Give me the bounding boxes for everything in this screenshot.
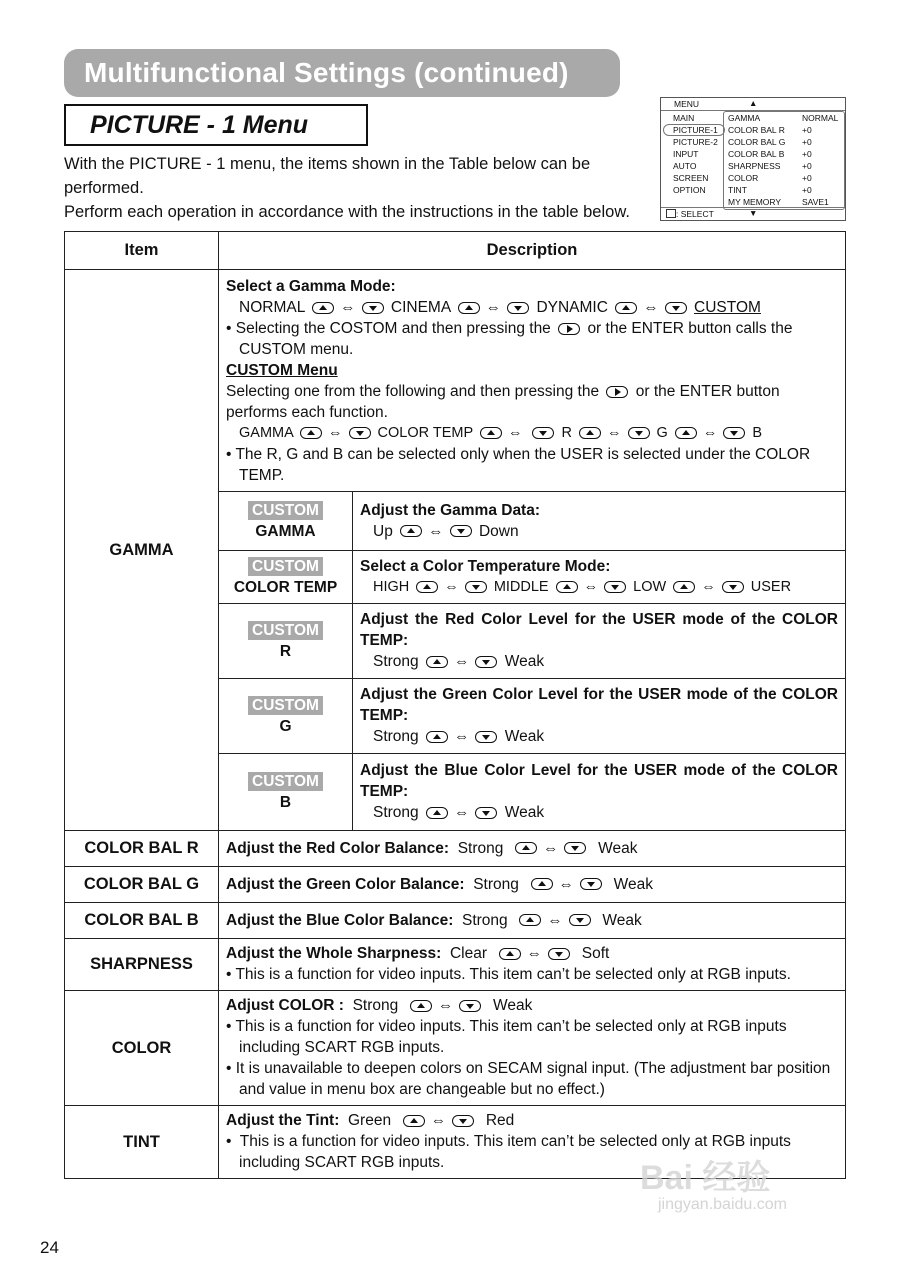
menu-figure-title: MENU xyxy=(674,99,700,109)
menu-figure-setting: TINT +0 xyxy=(728,185,812,195)
down-button-icon xyxy=(507,302,529,314)
color-note-1: • This is a function for video inputs. This item can’t be selected only at RGB inputs including SCART RGB inputs. xyxy=(226,1018,787,1056)
sub-item-name: G xyxy=(279,718,292,735)
down-button-icon xyxy=(465,581,487,593)
down-button-icon xyxy=(548,948,570,960)
sub-adjust: Strong ⇔ Weak xyxy=(373,728,545,745)
down-button-icon xyxy=(450,525,472,537)
up-button-icon xyxy=(480,427,502,439)
column-header-description: Description xyxy=(219,232,846,270)
custom-menu-text: Selecting one from the following and then pressing the or the ENTER button performs each function. xyxy=(226,383,780,421)
item-tint: TINT xyxy=(65,1106,219,1179)
down-button-icon xyxy=(580,878,602,890)
custom-row-color-temp xyxy=(219,551,845,604)
color-note-2: • It is unavailable to deepen colors on SECAM signal input. (The adjustment bar position and value in menu box are changeable but no effect.) xyxy=(226,1060,831,1098)
menu-title: PICTURE - 1 Menu xyxy=(64,104,368,146)
right-button-icon xyxy=(606,386,628,398)
down-button-icon xyxy=(452,1115,474,1127)
menu-figure-footer xyxy=(661,207,845,220)
down-button-icon xyxy=(362,302,384,314)
sub-item-name: R xyxy=(279,643,292,660)
item-color-bal-g: COLOR BAL G xyxy=(65,867,219,903)
down-button-icon xyxy=(459,1000,481,1012)
custom-tag: CUSTOM xyxy=(248,621,323,640)
custom-tag: CUSTOM xyxy=(248,772,323,791)
menu-figure-left xyxy=(663,112,725,196)
up-button-icon xyxy=(458,302,480,314)
menu-figure xyxy=(660,97,846,221)
sub-heading: Select a Color Temperature Mode: xyxy=(360,557,611,575)
item-sharpness: SHARPNESS xyxy=(65,939,219,991)
up-button-icon xyxy=(312,302,334,314)
menu-figure-item: PICTURE-2 xyxy=(673,137,718,147)
down-button-icon xyxy=(475,656,497,668)
custom-row-g xyxy=(219,679,845,754)
settings-table xyxy=(64,231,846,1179)
gamma-mode-sequence: NORMAL ⇔ CINEMA ⇔ DYNAMIC ⇔ CUSTOM xyxy=(239,299,761,316)
watermark-logo: Bai 经验 xyxy=(640,1159,771,1197)
sub-adjust: Up ⇔ Down xyxy=(373,522,519,540)
item-color: COLOR xyxy=(65,991,219,1106)
custom-tag: CUSTOM xyxy=(248,557,323,576)
down-triangle-icon: ▼ xyxy=(749,208,758,218)
up-button-icon xyxy=(300,427,322,439)
up-button-icon xyxy=(426,807,448,819)
sub-adjust: Strong ⇔ Weak xyxy=(373,804,545,821)
up-button-icon xyxy=(515,842,537,854)
gamma-description xyxy=(219,270,846,831)
intro-line: performed. xyxy=(64,179,144,197)
intro-line: Perform each operation in accordance with the instructions in the table below. xyxy=(64,203,630,221)
menu-figure-setting: COLOR +0 xyxy=(728,173,812,183)
menu-figure-header xyxy=(661,98,845,111)
sub-item-name: B xyxy=(279,794,292,811)
up-button-icon xyxy=(416,581,438,593)
menu-figure-setting: MY MEMORY SAVE1 xyxy=(728,197,829,207)
up-button-icon xyxy=(499,948,521,960)
select-label: : SELECT xyxy=(676,209,714,219)
down-button-icon xyxy=(569,914,591,926)
table-row-color-bal-g: COLOR BAL G Adjust the Green Color Balance: Strong ⇔ Weak xyxy=(65,867,846,903)
gamma-note-1: • Selecting the COSTOM and then pressing the or the ENTER button calls the CUSTOM menu. xyxy=(226,320,793,358)
down-button-icon xyxy=(475,807,497,819)
select-button-icon xyxy=(666,209,676,218)
sub-item-name: GAMMA xyxy=(255,523,316,540)
custom-tag: CUSTOM xyxy=(248,501,323,520)
down-button-icon xyxy=(628,427,650,439)
up-button-icon xyxy=(579,427,601,439)
sub-adjust: Strong ⇔ Weak xyxy=(373,653,545,670)
section-title: Multifunctional Settings (continued) xyxy=(64,49,620,97)
down-button-icon xyxy=(349,427,371,439)
menu-figure-setting: COLOR BAL R +0 xyxy=(728,125,812,135)
up-button-icon xyxy=(556,581,578,593)
up-button-icon xyxy=(615,302,637,314)
up-triangle-icon: ▲ xyxy=(749,98,758,108)
menu-figure-setting: SHARPNESS +0 xyxy=(728,161,812,171)
custom-tag: CUSTOM xyxy=(248,696,323,715)
down-button-icon xyxy=(604,581,626,593)
custom-menu-heading: CUSTOM Menu xyxy=(226,362,338,379)
table-row-gamma xyxy=(65,270,846,831)
item-color-bal-b: COLOR BAL B xyxy=(65,903,219,939)
up-button-icon xyxy=(426,731,448,743)
table-row-color: COLOR Adjust COLOR : Strong ⇔ Weak • This is a function for video inputs. This item can’t be selected only at RGB inputs including SCART RGB inputs. • It is unavailable to deepen colors on SECAM signal input. (The adjustment bar position and value in menu box are changeable but no effect.) xyxy=(65,991,846,1106)
menu-figure-item: SCREEN xyxy=(673,173,709,183)
sub-adjust: HIGH ⇔ MIDDLE ⇔ LOW ⇔ USER xyxy=(373,578,792,595)
up-button-icon xyxy=(426,656,448,668)
sub-item-name: COLOR TEMP xyxy=(233,579,338,596)
sub-heading: Adjust the Red Color Level for the USER mode of the COLOR TEMP: xyxy=(360,611,838,649)
up-button-icon xyxy=(400,525,422,537)
menu-figure-setting: GAMMA NORMAL xyxy=(728,113,839,123)
menu-figure-item: MAIN xyxy=(673,113,695,123)
custom-row-gamma xyxy=(219,492,845,551)
sharpness-note: • This is a function for video inputs. This item can’t be selected only at RGB inputs. xyxy=(226,966,791,983)
down-button-icon xyxy=(722,581,744,593)
table-row-color-bal-b: COLOR BAL B Adjust the Blue Color Balance: Strong ⇔ Weak xyxy=(65,903,846,939)
menu-figure-setting: COLOR BAL B +0 xyxy=(728,149,812,159)
up-button-icon xyxy=(410,1000,432,1012)
menu-figure-setting: COLOR BAL G +0 xyxy=(728,137,812,147)
intro-text xyxy=(64,152,654,224)
table-row-sharpness: SHARPNESS Adjust the Whole Sharpness: Clear ⇔ Soft • This is a function for video inputs. This item can’t be selected only at RGB inputs. xyxy=(65,939,846,991)
table-row-tint: TINT Adjust the Tint: Green ⇔ Red • This is a function for video inputs. This item can’t be selected only at RGB inputs including SCART RGB inputs. xyxy=(65,1106,846,1179)
menu-figure-right xyxy=(723,111,845,210)
down-button-icon xyxy=(665,302,687,314)
menu-figure-item: OPTION xyxy=(673,185,706,195)
custom-row-b xyxy=(219,754,845,831)
column-header-item: Item xyxy=(65,232,219,270)
tint-note: • This is a function for video inputs. This item can’t be selected only at RGB inputs including SCART RGB inputs. xyxy=(226,1133,791,1171)
table-row-color-bal-r: COLOR BAL R Adjust the Red Color Balance: Strong ⇔ Weak xyxy=(65,831,846,867)
sub-heading: Adjust the Blue Color Level for the USER mode of the COLOR TEMP: xyxy=(360,762,838,800)
intro-line: With the PICTURE - 1 menu, the items shown in the Table below can be xyxy=(64,155,591,173)
custom-sequence: GAMMA ⇔ COLOR TEMP ⇔ R ⇔ G ⇔ B xyxy=(239,425,763,441)
down-button-icon xyxy=(564,842,586,854)
item-color-bal-r: COLOR BAL R xyxy=(65,831,219,867)
gamma-heading: Select a Gamma Mode: xyxy=(226,278,396,295)
menu-figure-item-selected: PICTURE-1 xyxy=(663,124,725,136)
item-gamma: GAMMA xyxy=(65,270,219,831)
down-button-icon xyxy=(475,731,497,743)
custom-row-r xyxy=(219,604,845,679)
gamma-note-2: • The R, G and B can be selected only when the USER is selected under the COLOR TEMP. xyxy=(226,446,811,484)
up-button-icon xyxy=(675,427,697,439)
sub-heading: Adjust the Gamma Data: xyxy=(360,501,541,519)
down-button-icon xyxy=(532,427,554,439)
right-button-icon xyxy=(558,323,580,335)
up-button-icon xyxy=(403,1115,425,1127)
watermark-url: jingyan.baidu.com xyxy=(658,1196,787,1213)
down-button-icon xyxy=(723,427,745,439)
up-button-icon xyxy=(673,581,695,593)
up-button-icon xyxy=(531,878,553,890)
custom-subtable xyxy=(219,491,845,830)
sub-heading: Adjust the Green Color Level for the USER mode of the COLOR TEMP: xyxy=(360,686,838,724)
menu-figure-item: INPUT xyxy=(673,149,699,159)
page-number: 24 xyxy=(40,1238,59,1257)
menu-figure-item: AUTO xyxy=(673,161,697,171)
up-button-icon xyxy=(519,914,541,926)
